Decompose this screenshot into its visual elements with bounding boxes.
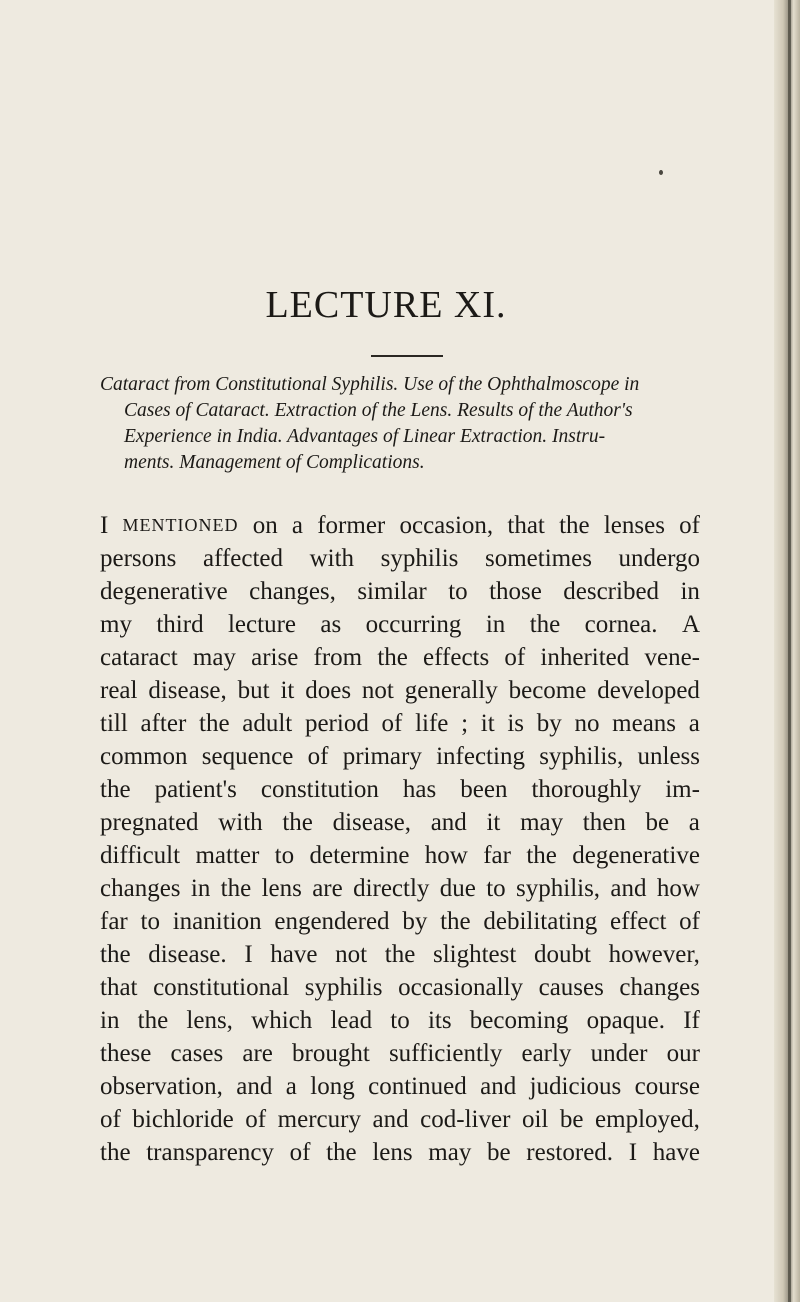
body-line: the transparency of the lens may be restored. I have [100, 1139, 700, 1166]
body-line: the disease. I have not the slightest doubt however, [100, 941, 700, 968]
summary-line: Cataract from Constitutional Syphilis. Use of the Ophthalmoscope in [100, 374, 640, 395]
summary-line: ments. Management of Complications. [124, 452, 425, 473]
body-line: of bichloride of mercury and cod-liver oil be employed, [100, 1106, 700, 1133]
body-line: far to inanition engendered by the debilitating effect of [100, 908, 700, 935]
body-line: till after the adult period of life ; it is by no means a [100, 710, 700, 737]
body-line: the patient's constitution has been thoroughly im- [100, 776, 700, 803]
body-line: cataract may arise from the effects of inherited vene- [100, 644, 700, 671]
page-edge [774, 0, 800, 1302]
lecture-heading: LECTURE XI. [265, 284, 507, 326]
body-line: my third lecture as occurring in the cornea. A [100, 611, 700, 638]
summary-line: Cases of Cataract. Extraction of the Lens. Results of the Author's [124, 400, 633, 421]
body-line: degenerative changes, similar to those described in [100, 578, 700, 605]
body-line: common sequence of primary infecting syphilis, unless [100, 743, 700, 770]
body-line: these cases are brought sufficiently early under our [100, 1040, 700, 1067]
body-line: difficult matter to determine how far the degenerative [100, 842, 700, 869]
body-line: real disease, but it does not generally become developed [100, 677, 700, 704]
body-line: in the lens, which lead to its becoming opaque. If [100, 1007, 700, 1034]
body-line: persons affected with syphilis sometimes undergo [100, 545, 700, 572]
body-line: observation, and a long continued and judicious course [100, 1073, 700, 1100]
body-line: changes in the lens are directly due to syphilis, and how [100, 875, 700, 902]
heading-rule [371, 355, 443, 357]
lecture-summary [100, 372, 700, 476]
body-line: pregnated with the disease, and it may then be a [100, 809, 700, 836]
body-line: I MENTIONED on a former occasion, that the lenses of [100, 512, 700, 539]
body-paragraph [100, 509, 700, 1169]
page-edge-strip [788, 0, 791, 1302]
summary-line: Experience in India. Advantages of Linear Extraction. Instru- [124, 426, 606, 447]
ink-speck [659, 170, 663, 175]
body-line: that constitutional syphilis occasionally causes changes [100, 974, 700, 1001]
